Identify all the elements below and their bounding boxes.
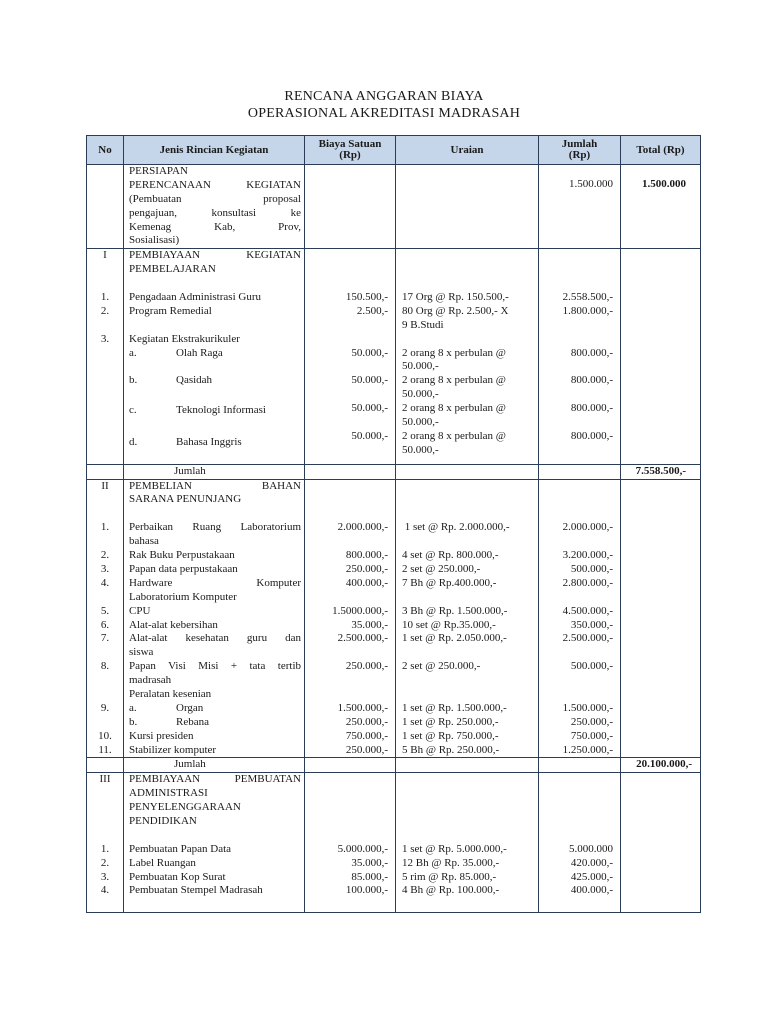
section3-title: PENDIDIKAN — [129, 814, 197, 827]
item-biaya: 250.000,- — [345, 660, 388, 673]
item-name: Hardware Komputer — [129, 576, 301, 589]
item-uraian: 2 set @ 250.000,- — [402, 562, 481, 575]
item-biaya: 150.500,- — [345, 291, 388, 304]
sub-name: Organ — [176, 701, 204, 714]
sub-jumlah: 800.000,- — [570, 429, 613, 442]
item-name: Pembuatan Stempel Madrasah — [129, 884, 263, 897]
sub-uraian: 2 orang 8 x perbulan @ — [402, 374, 506, 387]
section1-uraian-col — [396, 249, 539, 464]
persiapan-line: Sosialisasi) — [129, 234, 180, 247]
sub-uraian: 50.000,- — [402, 388, 439, 401]
item-jumlah: 1.500.000,- — [562, 701, 613, 714]
section1-jumlah-col — [539, 249, 621, 464]
item-no: 4. — [100, 576, 110, 589]
item-jumlah: 250.000,- — [570, 715, 613, 728]
item-no: 4. — [100, 884, 110, 897]
section3-uraian-col — [396, 773, 539, 913]
item-jumlah: 2.558.500,- — [562, 291, 613, 304]
section2-jenis-col — [124, 479, 305, 758]
item-biaya: 85.000,- — [351, 870, 388, 883]
sub-jumlah: 800.000,- — [570, 346, 613, 359]
item-jumlah: 750.000,- — [570, 729, 613, 742]
sub-name: Teknologi Informasi — [176, 404, 266, 417]
item-no: 1. — [100, 842, 110, 855]
jumlah-label: Jumlah — [174, 758, 206, 771]
sub-biaya: 50.000,- — [351, 429, 388, 442]
item-uraian: 80 Org @ Rp. 2.500,- X — [402, 304, 509, 317]
persiapan-line: (Pembuatan proposal — [129, 192, 301, 205]
sub-uraian: 2 orang 8 x perbulan @ — [402, 346, 506, 359]
item-no: 1. — [100, 291, 110, 304]
persiapan-no — [87, 165, 124, 249]
sub-name: Bahasa Inggris — [176, 435, 242, 448]
item-no: 3. — [100, 562, 110, 575]
item-uraian: 5 Bh @ Rp. 250.000,- — [402, 743, 500, 756]
header-row — [87, 136, 701, 165]
sub-name: Qasidah — [176, 374, 213, 387]
item-name: madrasah — [129, 674, 172, 687]
item-name: Pembuatan Papan Data — [129, 842, 232, 855]
sub-jumlah: 800.000,- — [570, 402, 613, 415]
item-biaya: 250.000,- — [345, 562, 388, 575]
item-uraian: 10 set @ Rp.35.000,- — [402, 618, 496, 631]
section3-jumlah-col — [539, 773, 621, 913]
item-no: 8. — [100, 660, 110, 673]
item-jumlah: 400.000,- — [570, 884, 613, 897]
item-no: 3. — [100, 332, 110, 345]
section2-biaya-col — [305, 479, 396, 758]
item-no — [87, 716, 123, 730]
item-uraian: 2 set @ 250.000,- — [402, 660, 481, 673]
persiapan-jenis — [124, 165, 305, 249]
item-name: Perbaikan Ruang Laboratorium — [129, 521, 301, 534]
item-name: Papan data perpustakaan — [129, 562, 238, 575]
row-persiapan — [87, 165, 701, 249]
persiapan-total — [621, 165, 701, 249]
item-biaya: 800.000,- — [345, 549, 388, 562]
item-no: 2. — [100, 549, 110, 562]
item-biaya: 400.000,- — [345, 576, 388, 589]
item-jumlah: 2.800.000,- — [562, 576, 613, 589]
header-jenis: Jenis Rincian Kegiatan — [124, 136, 305, 165]
item-uraian: 5 rim @ Rp. 85.000,- — [402, 870, 497, 883]
section1-title: PEMBELAJARAN — [129, 263, 216, 276]
section3-title: ADMINISTRASI — [129, 787, 208, 800]
item-biaya: 35.000,- — [351, 618, 388, 631]
header-jumlah — [539, 136, 621, 165]
item-no: 11. — [98, 743, 112, 756]
section1-no: I — [103, 249, 107, 262]
item-uraian: 1 set @ Rp. 2.000.000,- — [402, 521, 510, 534]
sub-uraian: 50.000,- — [402, 416, 439, 429]
sub-jumlah: 800.000,- — [570, 374, 613, 387]
persiapan-biaya — [305, 165, 396, 249]
jumlah-label: Jumlah — [174, 464, 206, 477]
section2-no-col — [87, 479, 124, 758]
row-jumlah-2 — [87, 758, 701, 773]
item-biaya: 1.500.000,- — [337, 701, 388, 714]
item-uraian: 1 set @ Rp. 2.050.000,- — [402, 632, 507, 645]
item-name: siswa — [129, 646, 154, 659]
section1-title: PEMBIAYAAN KEGIATAN — [129, 249, 301, 262]
item-biaya: 100.000,- — [345, 884, 388, 897]
item-name: Label Ruangan — [129, 856, 196, 869]
persiapan-line: PERENCANAAN KEGIATAN — [129, 178, 301, 191]
section2-uraian-col — [396, 479, 539, 758]
section2-no: II — [101, 479, 109, 492]
persiapan-uraian — [396, 165, 539, 249]
item-uraian: 1 set @ Rp. 250.000,- — [402, 715, 499, 728]
section1-no-col — [87, 249, 124, 464]
doc-title-line-1: RENCANA ANGGARAN BIAYA — [284, 89, 484, 104]
persiapan-line: PERSIAPAN — [129, 165, 188, 177]
item-biaya: 250.000,- — [345, 715, 388, 728]
section2-jumlah-col — [539, 479, 621, 758]
item-name: Pembuatan Kop Surat — [129, 870, 226, 883]
sub-biaya: 50.000,- — [351, 402, 388, 415]
persiapan-jumlah-value: 1.500.000 — [569, 178, 613, 190]
item-uraian: 4 set @ Rp. 800.000,- — [402, 549, 499, 562]
item-uraian: 17 Org @ Rp. 150.500,- — [402, 291, 509, 304]
sub-name: Rebana — [176, 715, 209, 728]
sub-uraian: 50.000,- — [402, 360, 439, 373]
section1-biaya-col — [305, 249, 396, 464]
persiapan-line: pengajuan, konsultasi ke — [129, 206, 301, 219]
header-biaya-line2: (Rp) — [339, 149, 361, 161]
section3-no: III — [99, 773, 111, 786]
item-biaya: 35.000,- — [351, 856, 388, 869]
item-jumlah: 2.000.000,- — [562, 521, 613, 534]
item-uraian: 1 set @ Rp. 750.000,- — [402, 729, 499, 742]
sub-biaya: 50.000,- — [351, 346, 388, 359]
sub-letter: b. — [129, 374, 138, 387]
item-name: bahasa — [129, 535, 159, 548]
header-biaya-line1: Biaya Satuan — [318, 138, 382, 150]
section2-total: 20.100.000,- — [636, 758, 692, 771]
item-jumlah: 1.800.000,- — [562, 304, 613, 317]
sub-letter: b. — [129, 715, 138, 728]
item-name: Pengadaan Administrasi Guru — [129, 291, 261, 304]
section3-total-col — [621, 773, 701, 913]
item-jumlah: 4.500.000,- — [562, 604, 613, 617]
item-name: Rak Buku Perpustakaan — [129, 549, 235, 562]
header-biaya — [305, 136, 396, 165]
doc-title-line-2: OPERASIONAL AKREDITASI MADRASAH — [247, 106, 521, 121]
section3-title: PENYELENGGARAAN — [129, 801, 241, 814]
section2-total-col — [621, 479, 701, 758]
item-jumlah: 500.000,- — [570, 562, 613, 575]
item-no: 7. — [100, 632, 110, 645]
section2-title: PEMBELIAN BAHAN — [129, 479, 301, 492]
item-uraian: 7 Bh @ Rp.400.000,- — [402, 576, 497, 589]
item-jumlah: 3.200.000,- — [562, 549, 613, 562]
kesenian-label: Peralatan kesenian — [129, 687, 212, 700]
item-uraian: 1 set @ Rp. 5.000.000,- — [402, 842, 507, 855]
item-name: Kegiatan Ekstrakurikuler — [129, 332, 240, 345]
item-uraian: 9 B.Studi — [402, 318, 444, 331]
item-no: 5. — [100, 604, 110, 617]
item-uraian: 1 set @ Rp. 1.500.000,- — [402, 701, 507, 714]
item-biaya: 250.000,- — [345, 743, 388, 756]
item-no: 9. — [100, 701, 110, 714]
header-no: No — [87, 136, 124, 165]
item-name: CPU — [129, 604, 151, 617]
item-no: 2. — [100, 304, 110, 317]
item-name: Alat-alat kesehatan guru dan — [129, 632, 301, 645]
sub-letter: d. — [129, 435, 138, 448]
item-jumlah: 5.000.000 — [569, 842, 613, 855]
header-jumlah-line1: Jumlah — [561, 138, 598, 150]
row-section-2 — [87, 479, 701, 758]
item-biaya: 5.000.000,- — [337, 842, 388, 855]
row-jumlah-1 — [87, 464, 701, 479]
section2-title: SARANA PENUNJANG — [129, 493, 242, 506]
section3-jenis-col — [124, 773, 305, 913]
item-jumlah: 425.000,- — [570, 870, 613, 883]
sub-uraian: 2 orang 8 x perbulan @ — [402, 402, 506, 415]
item-no: 6. — [100, 618, 110, 631]
item-name: Program Remedial — [129, 304, 212, 317]
item-jumlah: 2.500.000,- — [562, 632, 613, 645]
row-section-3 — [87, 773, 701, 913]
section3-biaya-col — [305, 773, 396, 913]
item-name: Laboratorium Komputer — [129, 590, 237, 603]
item-no: 10. — [98, 729, 112, 742]
section1-total-col — [621, 249, 701, 464]
item-name: Stabilizer komputer — [129, 743, 217, 756]
item-uraian: 3 Bh @ Rp. 1.500.000,- — [402, 604, 508, 617]
header-jumlah-line2: (Rp) — [568, 149, 591, 161]
budget-table — [86, 135, 701, 913]
item-biaya: 2.500,- — [356, 304, 388, 317]
persiapan-total-value: 1.500.000 — [642, 178, 686, 190]
section1-jenis-col — [124, 249, 305, 464]
item-biaya: 1.5000.000,- — [332, 604, 388, 617]
persiapan-jumlah — [539, 165, 621, 249]
item-no: 2. — [100, 856, 110, 869]
item-uraian: 12 Bh @ Rp. 35.000,- — [402, 856, 500, 869]
section1-total: 7.558.500,- — [635, 464, 686, 477]
sub-letter: c. — [129, 404, 137, 417]
item-biaya: 2.500.000,- — [337, 632, 388, 645]
item-jumlah: 500.000,- — [570, 660, 613, 673]
sub-uraian: 2 orang 8 x perbulan @ — [402, 429, 506, 442]
item-name: Alat-alat kebersihan — [129, 618, 218, 631]
header-total: Total (Rp) — [621, 136, 701, 165]
item-name: Kursi presiden — [129, 729, 194, 742]
item-jumlah: 420.000,- — [570, 856, 613, 869]
section3-title: PEMBIAYAAN PEMBUATAN — [129, 773, 301, 786]
item-jumlah: 350.000,- — [570, 618, 613, 631]
item-no: 1. — [100, 521, 110, 534]
item-uraian: 4 Bh @ Rp. 100.000,- — [402, 884, 500, 897]
row-section-1 — [87, 249, 701, 464]
sub-letter: a. — [129, 701, 137, 714]
header-uraian: Uraian — [396, 136, 539, 165]
sub-name: Olah Raga — [176, 346, 223, 359]
item-biaya: 2.000.000,- — [337, 521, 388, 534]
item-biaya: 750.000,- — [345, 729, 388, 742]
persiapan-line: Kemenag Kab, Prov, — [129, 220, 301, 233]
item-name: Papan Visi Misi + tata tertib — [129, 660, 301, 673]
sub-biaya: 50.000,- — [351, 374, 388, 387]
sub-uraian: 50.000,- — [402, 443, 439, 456]
section3-no-col — [87, 773, 124, 913]
item-jumlah: 1.250.000,- — [562, 743, 613, 756]
sub-letter: a. — [129, 346, 137, 359]
item-no: 3. — [100, 870, 110, 883]
